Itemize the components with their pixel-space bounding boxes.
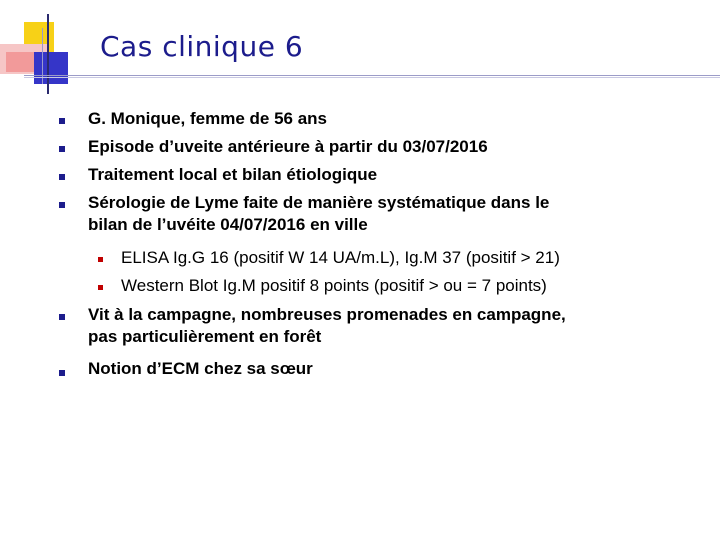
sub-bullet-elisa: ELISA Ig.G 16 (positif W 14 UA/m.L), Ig.M 37 (positif > 21) — [121, 248, 560, 267]
bullet-marker — [59, 314, 65, 320]
sub-bullet-western-blot: Western Blot Ig.M positif 8 points (positif > ou = 7 points) — [121, 276, 547, 295]
bullet-marker — [59, 370, 65, 376]
bullet-marker — [59, 174, 65, 180]
slide-title: Cas clinique 6 — [100, 30, 304, 63]
bullet-episode: Episode d’uveite antérieure à partir du 03/07/2016 — [88, 137, 488, 156]
bullet-marker — [59, 146, 65, 152]
sub-bullet-marker — [98, 257, 103, 262]
bullet-serology-line2: bilan de l’uvéite 04/07/2016 en ville — [88, 215, 368, 234]
bullet-lifestyle-line1: Vit à la campagne, nombreuses promenades en campagne, — [88, 305, 566, 324]
title-underline-light — [24, 77, 720, 78]
sub-bullet-marker — [98, 285, 103, 290]
bullet-marker — [59, 118, 65, 124]
bullet-family-history: Notion d’ECM chez sa sœur — [88, 359, 313, 378]
bullet-lifestyle-line2: pas particulièrement en forêt — [88, 327, 322, 346]
bullet-marker — [59, 202, 65, 208]
bullet-serology-line1: Sérologie de Lyme faite de manière systématique dans le — [88, 193, 550, 212]
bullet-treatment: Traitement local et bilan étiologique — [88, 165, 378, 184]
title-underline — [24, 75, 720, 76]
decor-vertical-line — [47, 14, 49, 94]
bullet-patient: G. Monique, femme de 56 ans — [88, 109, 328, 128]
decor-blue-square — [34, 52, 68, 84]
